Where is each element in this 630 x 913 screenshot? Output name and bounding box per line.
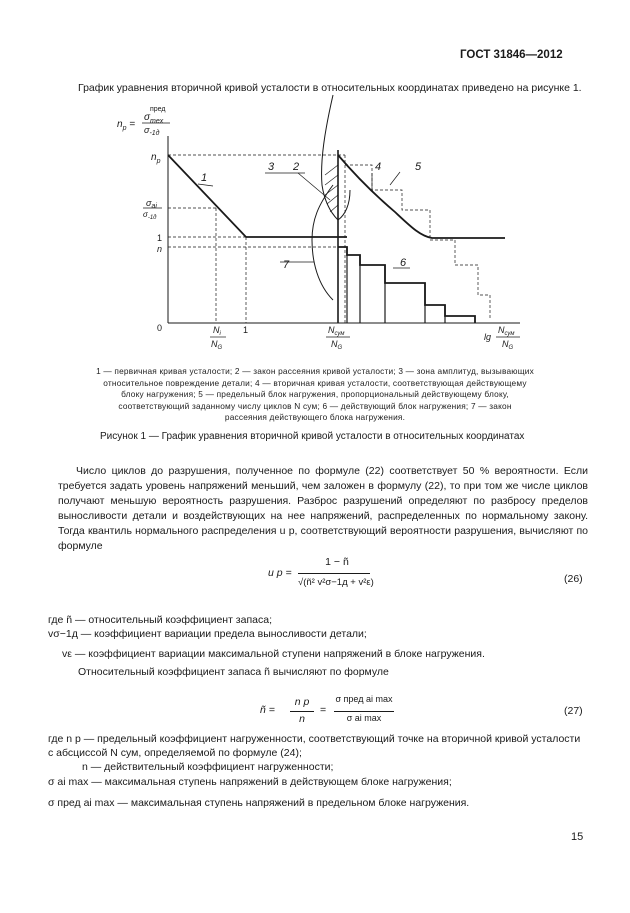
def-text: — действительный коэффициент нагруженности; [87,761,334,773]
def-row [48,614,272,626]
dashed-guides [168,155,490,323]
y-label-den: $\sigma_{-1д}$ [143,210,157,221]
load-scatter-curve [312,185,333,300]
def-row [82,761,333,773]
def-symbol: где n p [48,733,81,745]
def-symbol: σ пред ai max [48,797,115,809]
legend-line: 1 — первичная кривая усталости; 2 — закон рассеяния кривой усталости; 3 — зона амплитуд, вызывающих [96,366,534,376]
curve-number-6: 6 [400,257,407,269]
x-label-one: 1 [243,325,249,335]
curve-number-5: 5 [415,161,422,173]
x-label-lg: lg [484,332,492,342]
active-load-block [338,247,475,323]
eq27-f2-denominator: σ ai max [346,713,382,723]
page-number: 15 [571,831,584,843]
x-label-lg-nsum: $N_{сум}$ [498,325,515,337]
def-row [48,797,469,809]
def-symbol: vσ−1д [48,628,78,640]
eq26-numerator: 1 − ñ [325,556,349,568]
scatter-law-curve [322,95,350,220]
eq26-denominator: √(ñ² v²σ−1д + v²ε) [298,577,374,588]
eq27-f1-denominator: n [299,713,305,725]
y-label-n: n [157,244,163,254]
figure-title: Рисунок 1 — График уравнения вторичной кривой усталости в относительных координатах [100,431,525,442]
y-label-one: 1 [157,233,163,243]
curve-number-2: 2 [293,161,300,173]
amplitude-zone-hatch [325,165,338,212]
eq27-equals: = [320,704,327,716]
paragraph-1: Число циклов до разрушения, полученное по формуле (22) соответствует 50 % вероятности. Если требуется задать уровень напряжений меньший, чем заложен в формулу (22), то при том же числе циклов получают меньшую вероятность разрушения. Разброс разрушений определяют по разбросу пределов выносливости детали и воздействующих на нее напряжений, распределенных по нормальному закону. Тогда квантиль нормального распределения u p, соответствующий вероятности разрушения, вычисляют по формуле [58,465,588,552]
eq27-number: (27) [564,705,583,717]
eq27-f2-numerator: σ пред ai max [335,694,393,704]
figure-legend [70,366,560,424]
def-text: — предельный коэффициент нагруженности, соответствующий точке на вторичной кривой усталости [80,733,581,745]
y-label-np: $n_p$ [151,152,161,165]
eq27-f2-bar [334,711,394,712]
top-sup-label: пред [150,106,166,113]
x-label-ni: $N_i$ [213,325,221,337]
curve-number-4: 4 [375,161,382,173]
def-row [48,628,367,640]
curve-number-3: 3 [268,161,275,173]
relative-coefficient-line: Относительный коэффициент запаса ñ вычисляют по формуле [78,666,389,678]
def-symbol: σ ai max [48,776,89,788]
eq27-f1-bar [290,711,314,712]
def-symbol: n [82,761,88,773]
legend-line: блоку нагружения; 5 — предельный блок нагружения, пропорциональный действующему блоку, [121,389,509,399]
def-row [48,776,452,788]
def-symbol: где ñ [48,614,73,626]
def-symbol: vε [62,648,72,660]
load-block-verticals [347,247,445,323]
legend-line: соответствующий заданному числу циклов N сум; 6 — действующий блок нагружения; 7 — закон [118,400,512,411]
eq27-lhs: ñ = [260,704,275,716]
origin-label: 0 [157,323,163,333]
intro-text: График уравнения вторичной кривой усталости в относительных координатах приведено на рисунке 1. [78,82,582,94]
x-label-ng-2: $N_G$ [331,339,343,351]
def-text: — максимальная ступень напряжений в действующем блоке нагружения; [88,776,452,788]
def-row [48,733,580,745]
top-den-label: $\sigma_{-1д}$ [144,125,160,137]
top-sigma-label: $\sigma_{mex}$ [144,112,164,125]
def-text: — относительный коэффициент запаса; [72,614,272,626]
secondary-fatigue-curve [338,155,505,238]
def-text: с абсциссой N сум, определяемой по формуле (24); [48,747,302,759]
curve-number-1: 1 [201,172,208,184]
x-label-ng-1: $N_G$ [211,339,223,351]
curve-number-7: 7 [283,259,290,271]
primary-fatigue-curve [168,155,347,237]
def-text: — коэффициент вариации предела выносливости детали; [77,628,367,640]
eq26-number: (26) [564,573,583,585]
eq26-lhs: u p = [268,567,292,579]
def-row [62,648,485,660]
legend-line: относительное повреждение детали; 4 — вторичная кривая усталости, соответствующая действующему [103,377,527,388]
def-text: — коэффициент вариации максимальной ступени напряжений в блоке нагружения. [71,648,485,660]
eq26-fraction-bar [298,573,370,574]
eq27-f1-numerator: n p [294,696,310,708]
standard-header: ГОСТ 31846—2012 [460,49,563,61]
def-text: — максимальная ступень напряжений в предельном блоке нагружения. [114,797,470,809]
x-label-lg-ng: $N_G$ [502,339,514,351]
x-label-nsum: $N_{сум}$ [328,325,345,337]
legend-line: рассеяния действующего блока нагружения. [224,412,406,422]
def-row [48,747,302,759]
top-np-label: $n_p$ = [117,119,136,132]
y-label-sigma-ai: $\sigma_{ai}$ [146,198,157,210]
